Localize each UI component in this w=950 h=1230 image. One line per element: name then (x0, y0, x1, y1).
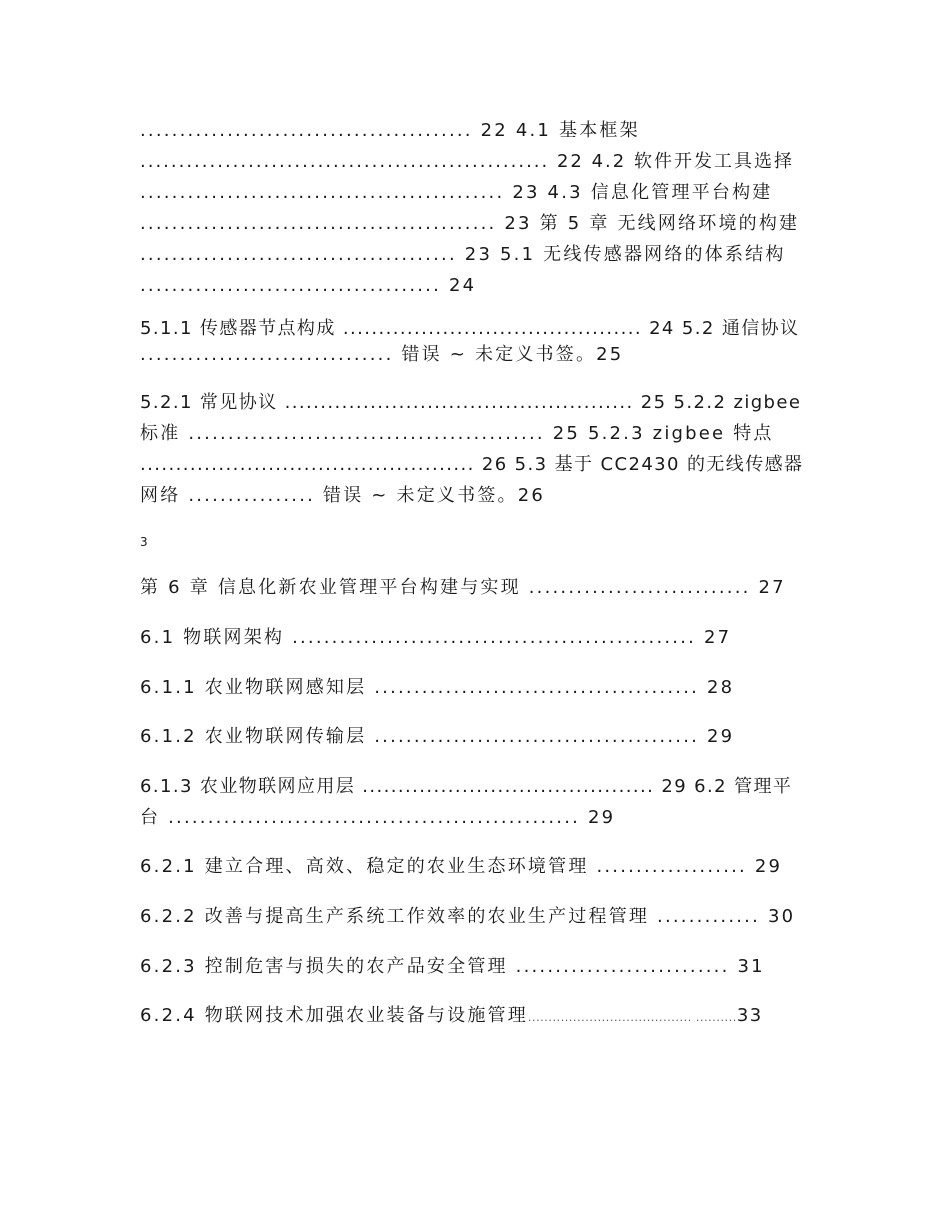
toc-entry-label: 6.2.4 物联网技术加强农业装备与设施管理 (140, 1005, 528, 1026)
toc-line: .............................................. 23 4.3 信息化管理平台构建 (140, 182, 773, 203)
toc-line: .......................................... 22 4.1 基本框架 (140, 120, 640, 141)
toc-line: ............................................... 26 5.3 基于 CC2430 的无线传感器 (140, 454, 804, 475)
toc-line: 6.2.2 改善与提高生产系统工作效率的农业生产过程管理 ............. 30 (140, 906, 796, 927)
toc-line: ..................................................... 22 4.2 软件开发工具选择 (140, 151, 794, 172)
toc-line: ...................................... 24 (140, 275, 477, 296)
toc-line: 第 6 章 信息化新农业管理平台构建与实现 ............................ 27 (140, 577, 786, 598)
page-number: 3 (140, 535, 148, 549)
toc-line: 6.2.1 建立合理、高效、稳定的农业生态环境管理 ................... 29 (140, 856, 783, 877)
toc-line: 5.2.1 常见协议 ................................................. 25 5.2.2 zigbee (140, 392, 802, 413)
toc-line: ............................................. 23 第 5 章 无线网络环境的构建 (140, 213, 800, 234)
toc-line: 6.1 物联网架构 ................................................... 27 (140, 627, 732, 648)
toc-line: 6.1.3 农业物联网应用层 ......................................... 29 6.2 管理平 (140, 776, 793, 797)
toc-last-entry (140, 1004, 763, 1030)
toc-line: ........................................ 23 5.1 无线传感器网络的体系结构 (140, 244, 786, 265)
toc-line: ................................ 错误 ~ 未定义书签。25 (140, 344, 624, 365)
toc-line: 6.2.3 控制危害与损失的农产品安全管理 ........................... 31 (140, 956, 765, 977)
toc-page-number: 33 (736, 1005, 763, 1026)
toc-line: 台 .................................................... 29 (140, 807, 616, 828)
toc-line: 标准 ............................................. 25 5.2.3 zigbee 特点 (140, 423, 774, 444)
toc-line: 6.1.1 农业物联网感知层 ......................................... 28 (140, 677, 735, 698)
toc-line: 网络 ................ 错误 ~ 未定义书签。26 (140, 485, 546, 506)
toc-leader-dots: ........................................ .......... (527, 1011, 737, 1024)
toc-line: 5.1.1 传感器节点构成 .......................................... 24 5.2 通信协议 (140, 318, 800, 339)
toc-line: 6.1.2 农业物联网传输层 ......................................... 29 (140, 726, 735, 747)
